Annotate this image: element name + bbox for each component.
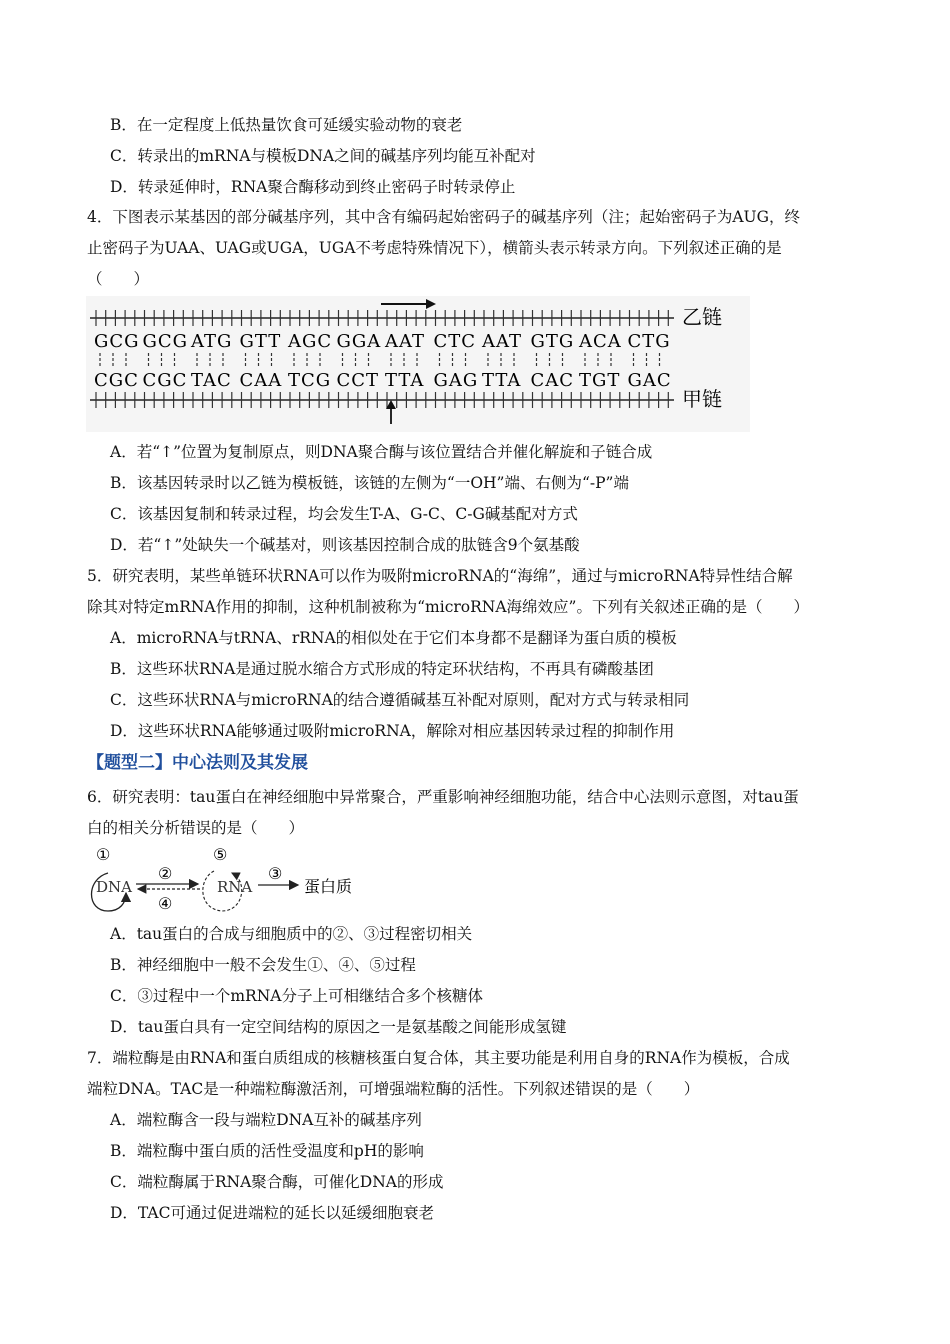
bottom-codon: TGT <box>579 370 621 391</box>
top-codon: AAT <box>385 331 426 352</box>
q7-stem-line1: 7．端粒酶是由RNA和蛋白质组成的核糖核蛋白复合体，其主要功能是利用自身的RNA作为模板，合成 <box>87 1049 790 1067</box>
top-codon: GTT <box>239 331 282 352</box>
central-dogma-diagram <box>86 843 376 915</box>
bottom-strand-label: 甲链 <box>682 387 722 411</box>
top-codon: ACA <box>579 331 622 352</box>
dna-node: DNA <box>96 878 132 896</box>
label-process-4: ④ <box>158 894 173 913</box>
q4-option-a: A．若“↑”位置为复制原点，则DNA聚合酶与该位置结合并催化解旋和子链合成 <box>110 443 653 461</box>
top-codon: GCG <box>142 331 189 352</box>
q5-option-c: C．这些环状RNA与microRNA的结合遵循碱基互补配对原则，配对方式与转录相同 <box>110 691 690 709</box>
q5-option-a: A．microRNA与tRNA、rRNA的相似处在于它们本身都不是翻译为蛋白质的模板 <box>110 629 677 647</box>
top-codon: GGA <box>336 331 382 352</box>
q4-option-c: C．该基因复制和转录过程，均会发生T-A、G-C、C-G碱基配对方式 <box>110 505 578 523</box>
dna-sequence-figure <box>86 296 750 432</box>
section-heading: 【题型二】中心法则及其发展 <box>87 753 308 773</box>
q6-option-c: C．③过程中一个mRNA分子上可相继结合多个核糖体 <box>110 987 483 1005</box>
q7-option-c: C．端粒酶属于RNA聚合酶，可催化DNA的形成 <box>110 1173 444 1191</box>
top-codon: GCG <box>94 331 140 352</box>
q3-option-d: D．转录延伸时，RNA聚合酶移动到终止密码子时转录停止 <box>110 178 516 196</box>
bottom-codon: TTA <box>385 370 425 391</box>
bottom-codon: CCT <box>336 370 380 391</box>
rna-node: RNA <box>217 878 253 896</box>
q4-stem-line2: 止密码子为UAA、UAG或UGA，UGA不考虑特殊情况下），横箭头表示转录方向。下列叙述正确的是 <box>87 239 782 257</box>
q6-stem-line2: 白的相关分析错误的是（ ） <box>87 819 305 837</box>
q6-stem-line1: 6．研究表明：tau蛋白在神经细胞中异常聚合，严重影响神经细胞功能，结合中心法则示意图，对tau蛋 <box>87 788 799 806</box>
label-process-5: ⑤ <box>213 845 228 864</box>
bottom-codon: TCG <box>288 370 332 391</box>
q4-option-d: D．若“↑”处缺失一个碱基对，则该基因控制合成的肽链含9个氨基酸 <box>110 536 580 554</box>
bottom-codon: TTA <box>482 370 522 391</box>
top-codon: AAT <box>482 331 523 352</box>
bottom-codon: CAC <box>530 370 575 391</box>
q7-option-d: D．TAC可通过促进端粒的延长以延缓细胞衰老 <box>110 1204 434 1222</box>
label-process-2: ② <box>158 864 173 883</box>
bottom-codon: CAA <box>239 370 283 391</box>
q5-stem-line2: 除其对特定mRNA作用的抑制，这种机制被称为“microRNA海绵效应”。下列有关叙述正确的是（ ） <box>87 598 809 616</box>
bottom-codon: GAC <box>627 370 672 391</box>
q6-option-b: B．神经细胞中一般不会发生①、④、⑤过程 <box>110 956 416 974</box>
top-codon: AGC <box>288 331 333 352</box>
q7-option-b: B．端粒酶中蛋白质的活性受温度和pH的影响 <box>110 1142 424 1160</box>
top-codon: GTG <box>530 331 575 352</box>
q7-stem-line2: 端粒DNA。TAC是一种端粒酶激活剂，可增强端粒酶的活性。下列叙述错误的是（ ） <box>87 1080 700 1098</box>
figure-background <box>86 296 750 432</box>
bottom-codon: CGC <box>94 370 139 391</box>
top-codon: CTG <box>627 331 671 352</box>
label-process-3: ③ <box>268 864 283 883</box>
label-process-1: ① <box>96 845 111 864</box>
q4-option-b: B．该基因转录时以乙链为模板链，该链的左侧为“一OH”端、右侧为“-P”端 <box>110 474 629 492</box>
q5-option-b: B．这些环状RNA是通过脱水缩合方式形成的特定环状结构，不再具有磷酸基团 <box>110 660 654 678</box>
q4-stem-line1: 4．下图表示某基因的部分碱基序列，其中含有编码起始密码子的碱基序列（注；起始密码子为AUG，终 <box>87 208 801 226</box>
q3-option-b: B．在一定程度上低热量饮食可延缓实验动物的衰老 <box>110 116 463 134</box>
q6-option-d: D．tau蛋白具有一定空间结构的原因之一是氨基酸之间能形成氢键 <box>110 1018 567 1036</box>
bottom-codon: TAC <box>191 370 232 391</box>
top-codon: CTC <box>433 331 477 352</box>
q5-option-d: D．这些环状RNA能够通过吸附microRNA，解除对相应基因转录过程的抑制作用 <box>110 722 675 740</box>
q4-stem-line3: （ ） <box>87 270 150 288</box>
q3-option-c: C．转录出的mRNA与模板DNA之间的碱基序列均能互补配对 <box>110 147 536 165</box>
q5-stem-line1: 5．研究表明，某些单链环状RNA可以作为吸附microRNA的“海绵”，通过与microRNA特异性结合解 <box>87 567 793 585</box>
bottom-codon: GAG <box>433 370 479 391</box>
protein-node: 蛋白质 <box>304 877 353 896</box>
top-strand-label: 乙链 <box>682 305 722 329</box>
q7-option-a: A．端粒酶含一段与端粒DNA互补的碱基序列 <box>110 1111 422 1129</box>
bottom-codon: CGC <box>142 370 188 391</box>
top-codon: ATG <box>191 331 233 352</box>
q6-option-a: A．tau蛋白的合成与细胞质中的②、③过程密切相关 <box>110 925 473 943</box>
